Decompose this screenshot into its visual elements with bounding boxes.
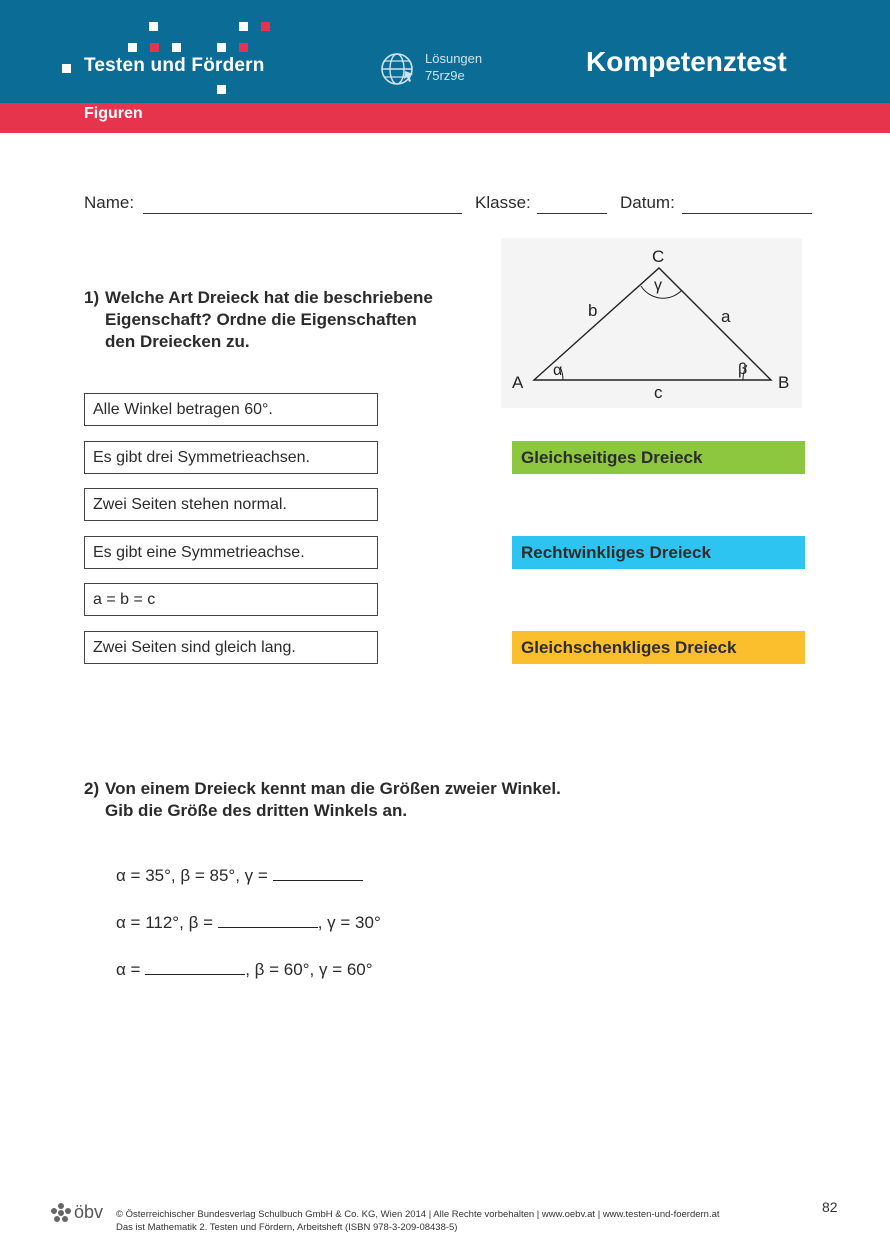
- angle-gamma-label: γ: [654, 277, 662, 294]
- vertex-c-label: C: [652, 247, 665, 266]
- vertex-a-label: A: [512, 373, 524, 392]
- page-title: Kompetenztest: [586, 46, 787, 77]
- question-2: [84, 778, 644, 822]
- date-field[interactable]: [682, 213, 812, 214]
- footer-book: Das ist Mathematik 2. Testen und Fördern, Arbeitsheft (ISBN 978-3-209-08438-5): [116, 1222, 458, 1233]
- angle-beta-label: β: [738, 361, 748, 378]
- vertex-b-label: B: [778, 373, 790, 392]
- property-box[interactable]: Es gibt eine Symmetrieachse.: [84, 536, 378, 569]
- property-box[interactable]: a = b = c: [84, 583, 378, 616]
- name-field[interactable]: [143, 213, 462, 214]
- page-number: 82: [822, 1199, 838, 1215]
- type-isosceles[interactable]: Gleichschenkliges Dreieck: [512, 631, 805, 664]
- question-number: 1): [84, 288, 100, 307]
- property-box[interactable]: Zwei Seiten sind gleich lang.: [84, 631, 378, 664]
- type-equilateral[interactable]: Gleichseitiges Dreieck: [512, 441, 805, 474]
- triangle-figure: [501, 238, 802, 408]
- class-label: Klasse:: [475, 193, 531, 212]
- side-a-label: a: [721, 307, 731, 326]
- question-line: Eigenschaft? Ordne die Eigenschaften: [105, 310, 417, 329]
- angle-alpha-label: α: [553, 362, 563, 379]
- question-line: Von einem Dreieck kennt man die Größen zweier Winkel.: [105, 779, 561, 798]
- property-box[interactable]: Alle Winkel betragen 60°.: [84, 393, 378, 426]
- solutions-code: 75rz9e: [425, 68, 465, 83]
- angle-task-1: α = 35°, β = 85°, γ =: [116, 866, 363, 886]
- solutions-label: Lösungen: [425, 51, 483, 66]
- property-box[interactable]: Es gibt drei Symmetrieachsen.: [84, 441, 378, 474]
- type-right-angled[interactable]: Rechtwinkliges Dreieck: [512, 536, 805, 569]
- answer-blank[interactable]: [273, 866, 363, 881]
- answer-blank[interactable]: [218, 913, 318, 928]
- publisher-star-icon: [50, 1202, 72, 1224]
- date-label: Datum:: [620, 193, 675, 212]
- question-line: Gib die Größe des dritten Winkels an.: [105, 801, 408, 820]
- question-line: den Dreiecken zu.: [105, 332, 250, 351]
- section-title: Figuren: [84, 105, 143, 122]
- globe-link-icon[interactable]: [380, 51, 416, 87]
- publisher-name: öbv: [74, 1202, 104, 1222]
- question-1: [84, 287, 484, 353]
- answer-blank[interactable]: [145, 960, 245, 975]
- property-box[interactable]: Zwei Seiten stehen normal.: [84, 488, 378, 521]
- brand-name: Testen und Fördern: [84, 55, 265, 76]
- class-field[interactable]: [537, 213, 607, 214]
- publisher-logo: [50, 1202, 108, 1224]
- side-b-label: b: [588, 301, 598, 320]
- name-label: Name:: [84, 193, 135, 212]
- angle-task-3: α = , β = 60°, γ = 60°: [116, 960, 373, 979]
- question-line: Welche Art Dreieck hat die beschriebene: [105, 288, 433, 307]
- footer-copyright: © Österreichischer Bundesverlag Schulbuch GmbH & Co. KG, Wien 2014 | Alle Rechte vorbehalten | www.oebv.at | www.testen-und-foerdern.at: [116, 1209, 720, 1220]
- question-number: 2): [84, 779, 100, 798]
- angle-task-2: α = 112°, β = , γ = 30°: [116, 913, 381, 932]
- side-c-label: c: [654, 383, 663, 402]
